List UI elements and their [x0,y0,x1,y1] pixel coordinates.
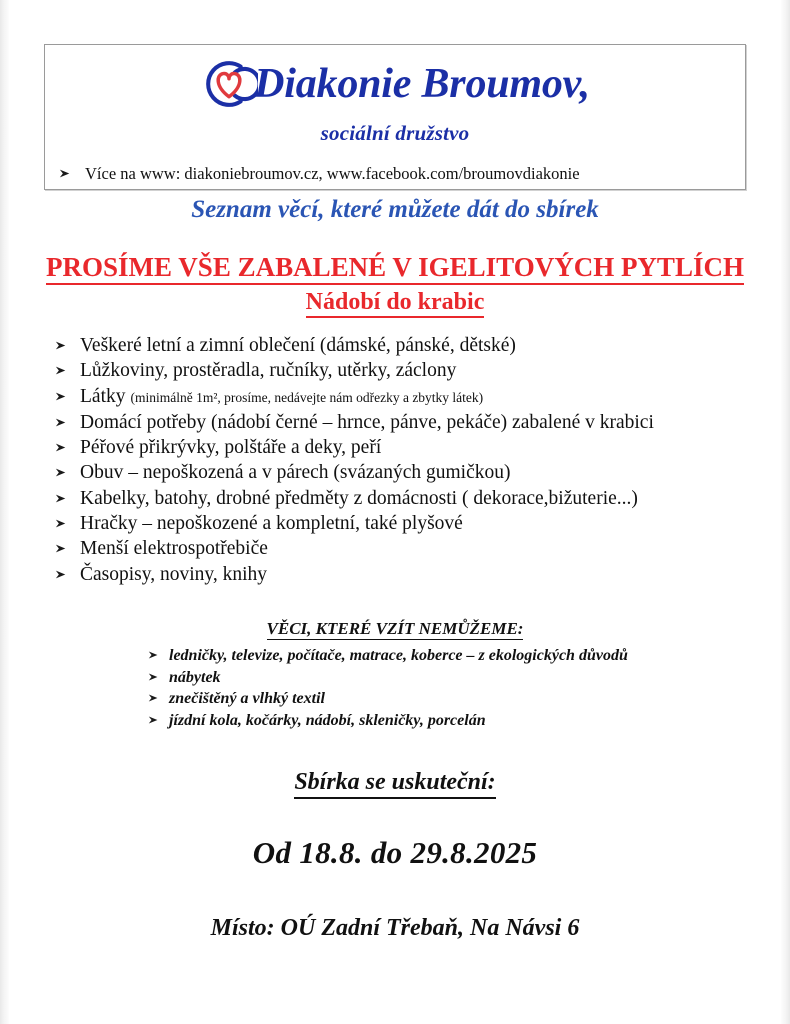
arrow-bullet-icon [55,543,68,554]
arrow-bullet-icon [148,715,159,725]
brand-name: Diakonie Broumov, [254,61,590,107]
list-item [55,435,755,460]
scan-edge-right [781,0,790,1024]
list-item-label: Časopisy, noviny, knihy [80,563,268,585]
website-line [59,164,580,184]
arrow-bullet-icon [59,168,72,179]
list-item-label: nábytek [169,668,221,686]
arrow-bullet-icon [148,650,159,660]
arrow-bullet-icon [148,672,159,682]
list-item-label: Kabelky, batohy, drobné předměty z domácnosti ( dekorace,bižuterie...) [80,487,638,509]
list-item-label: Hračky – nepoškozené a kompletní, také plyšové [80,513,463,535]
list-item-label: Menší elektrospotřebiče [80,538,268,560]
packing-notice-heading [9,252,781,283]
list-item-label: jízdní kola, kočárky, nádobí, skleničky, porcelán [169,711,486,729]
collection-happens-text: Sbírka se uskuteční: [294,769,495,799]
list-item-label: ledničky, televize, počítače, matrace, koberce – z ekologických důvodů [169,647,628,664]
dishes-notice-heading [9,289,781,316]
arrow-bullet-icon [55,365,68,376]
list-item [55,460,755,485]
collection-dates: Od 18.8. do 29.8.2025 [252,835,538,870]
arrow-bullet-icon [55,569,68,580]
brand-subtitle: sociální družstvo [320,121,470,145]
arrow-bullet-icon [55,442,68,453]
refused-items-section [9,619,781,731]
list-item-label: znečištěný a vlhký textil [169,690,325,707]
dishes-notice-text: Nádobí do krabic [306,289,485,318]
tagline: Seznam věcí, které můžete dát do sbírek [191,196,599,223]
collection-happens-heading [9,769,781,796]
list-item [148,645,781,667]
list-item [148,710,781,732]
list-item-label: Domácí potřeby (nádobí černé – hrnce, pánve, pekáče) zabalené v krabici [80,411,654,433]
list-item-label: Obuv – nepoškozená a v párech (svázaných gumičkou) [80,462,511,484]
list-item [55,536,755,561]
list-item-note: (minimálně 1m², prosíme, nedávejte nám odřezky a zbytky látek) [130,389,484,405]
arrow-bullet-icon [55,340,68,351]
list-item [55,333,755,358]
poster-page [9,0,781,1024]
arrow-bullet-icon [55,391,68,402]
list-item [55,486,755,511]
list-item [55,410,755,435]
scan-edge-left [0,0,9,1024]
list-item-label: Péřové přikrývky, polštáře a deky, peří [80,437,382,459]
list-item-label: Lůžkoviny, prostěradla, ručníky, utěrky, záclony [80,360,457,382]
list-item [148,667,781,689]
refused-items-heading-text: VĚCI, KTERÉ VZÍT NEMŮŽEME: [266,619,524,638]
list-item [55,511,755,536]
list-item [55,562,755,587]
arrow-bullet-icon [55,467,68,478]
refused-items-list [9,645,781,731]
collection-place: Místo: OÚ Zadní Třebaň, Na Návsi 6 [210,915,580,941]
list-item [148,688,781,710]
diakonie-heart-spiral-logo-icon [200,55,258,113]
accepted-items-list [55,333,755,587]
website-text: Více na www: diakoniebroumov.cz, www.facebook.com/broumovdiakonie [85,164,580,183]
arrow-bullet-icon [55,417,68,428]
arrow-bullet-icon [55,493,68,504]
brand-row [45,53,745,115]
arrow-bullet-icon [55,518,68,529]
arrow-bullet-icon [148,693,159,703]
packing-notice-text: PROSÍME VŠE ZABALENÉ V IGELITOVÝCH PYTLÍCH [46,252,744,285]
refused-items-heading [9,619,781,639]
header-box [44,44,746,190]
list-item [55,384,755,410]
list-item-label: Látky [80,385,126,407]
list-item [55,358,755,383]
list-item-label: Veškeré letní a zimní oblečení (dámské, pánské, dětské) [80,335,516,356]
